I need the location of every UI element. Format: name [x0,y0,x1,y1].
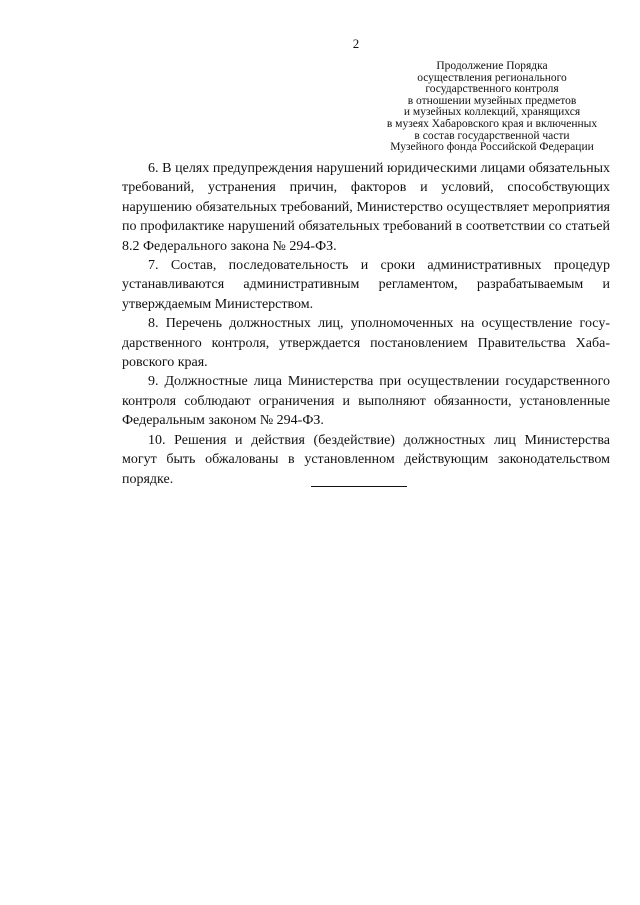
paragraph-8: 8. Перечень должностных лиц, уполномоченных на осуществление государственного контроля, утверждается постановлением Правительства Хабаровского края. [122,316,610,371]
end-divider-line [311,486,407,487]
header-line: в состав государственной части [414,129,570,142]
document-body [122,159,610,489]
paragraph-7: 7. Состав, последовательность и сроки административных процедур устанавливаются административным регламентом, разрабатываемым и утверждаемым Министерством. [122,258,610,312]
paragraph-9: 9. Должностные лица Министерства при осуществлении государственного контроля соблюдают ограничения и выполняют обязанности, установленные Федеральным законом № 294-ФЗ. [122,374,610,429]
header-line: осуществления регионального [417,71,567,84]
paragraph-10: 10. Решения и действия (бездействие) должностных лиц Министерства могут быть обжалованы в установленном действующим законодательством порядке. [122,432,610,487]
header-line: Музейного фонда Российской Федерации [390,141,594,154]
header-line: в отношении музейных предметов [407,94,577,107]
continuation-header [372,61,612,154]
page-number: 2 [352,36,360,51]
header-line: и музейных коллекций, хранящихся [403,106,581,119]
header-line: в музеях Хабаровского края и включенных [386,117,598,130]
header-line: государственного контроля [425,83,559,96]
paragraph-6: 6. В целях предупреждения нарушений юридическими лицами обязательных требований, устранения причин, факторов и условий, способствующих нарушению обязательных требований, Министерство осуществляет мероприятия по профилактике нарушений обязательных требований в соответствии со статьей 8.2 Федерального закона № 294-ФЗ. [122,161,610,254]
header-line: Продолжение Порядка [436,60,548,72]
